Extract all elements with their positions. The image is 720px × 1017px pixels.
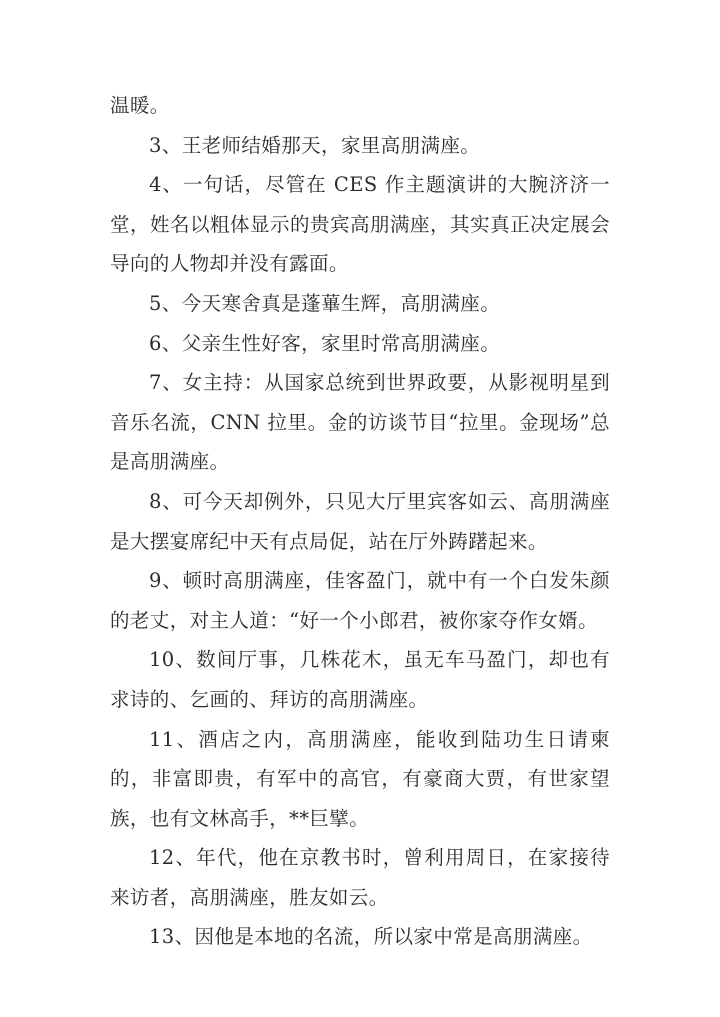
paragraph-item-9: 9、顿时高朋满座，佳客盈门，就中有一个白发朱颜的老丈，对主人道：“好一个小郎君，被你家夺作女婿。 xyxy=(110,569,610,632)
paragraph-item-7: 7、女主持：从国家总统到世界政要，从影视明星到音乐名流，CNN 拉里。金的访谈节目“拉里。金现场”总是高朋满座。 xyxy=(110,371,610,474)
paragraph-item-8: 8、可今天却例外，只见大厅里宾客如云、高朋满座是大摆宴席纪中天有点局促，站在厅外踌躇起来。 xyxy=(110,489,610,553)
paragraph-item-5: 5、今天寒舍真是蓬蓽生辉，高朋满座。 xyxy=(149,291,501,315)
paragraph-item-6: 6、父亲生性好客，家里时常高朋满座。 xyxy=(149,331,501,355)
paragraph-item-3: 3、王老师结婚那天，家里高朋满座。 xyxy=(149,133,481,157)
paragraph-item-10: 10、数间厅事，几株花木，虽无车马盈门，却也有求诗的、乞画的、拜访的高朋满座。 xyxy=(110,648,610,711)
paragraph-item-13: 13、因他是本地的名流，所以家中常是高朋满座。 xyxy=(149,925,593,949)
paragraph-item-4: 4、一句话，尽管在 CES 作主题演讲的大腕济济一堂，姓名以粗体显示的贵宾高朋满座，其实真正决定展会导向的人物却并没有露面。 xyxy=(110,173,610,276)
paragraph-item-12: 12、年代，他在京教书时，曾利用周日，在家接待来访者，高朋满座，胜友如云。 xyxy=(110,846,610,909)
paragraph-continuation: 温暖。 xyxy=(110,94,170,117)
document-page xyxy=(110,86,610,957)
paragraph-item-11: 11、酒店之内，高朋满座，能收到陆功生日请柬的，非富即贵，有军中的高官，有豪商大贾，有世家望族，也有文林高手，**巨擘。 xyxy=(110,727,610,830)
